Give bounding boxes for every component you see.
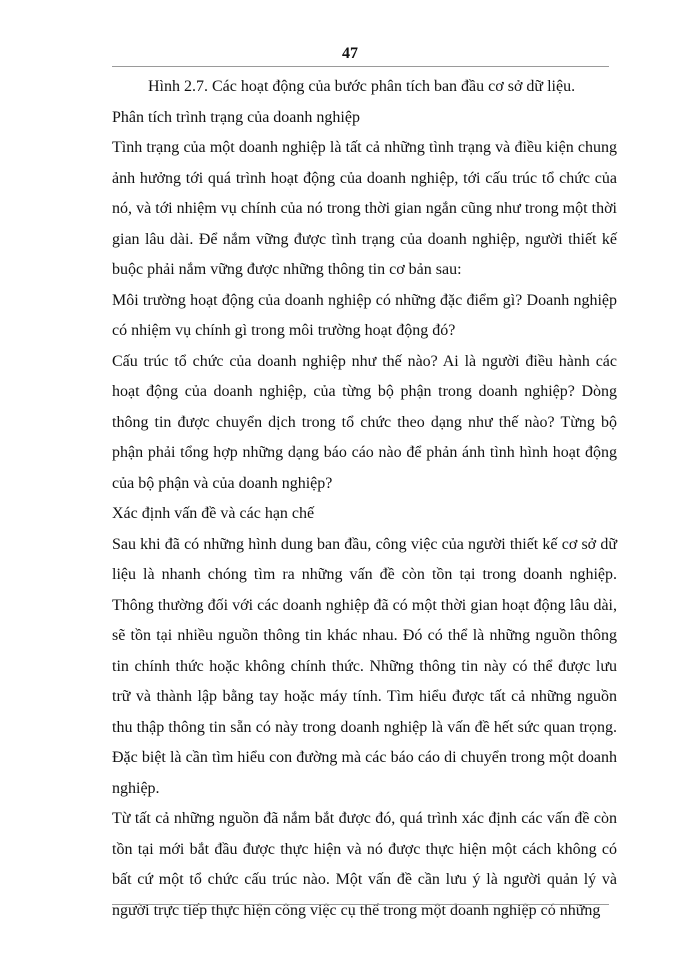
page-body xyxy=(112,72,617,926)
paragraph-business-status-definition: Tình trạng của một doanh nghiệp là tất cả những tình trạng và điều kiện chung ảnh hưởng tới quá trình hoạt động của doanh nghiệp, tới cấu trúc tổ chức của nó, và tới nhiệm vụ chính của nó trong thời gian ngắn cũng như trong một thời gian lâu dài. Để nắm vững được tình trạng của doanh nghiệp, người thiết kế buộc phải nắm vững được những thông tin cơ bản sau: xyxy=(112,139,617,278)
page-number: 47 xyxy=(342,45,358,62)
section-heading-business-status: Phân tích trình trạng của doanh nghiệp xyxy=(112,108,360,126)
footer-rule xyxy=(112,904,609,905)
paragraph-structure-questions: Cấu trúc tổ chức của doanh nghiệp như thế nào? Ai là người điều hành các hoạt động của doanh nghiệp, của từng bộ phận trong doanh nghiệp? Dòng thông tin được chuyển dịch trong tổ chức theo dạng như thế nào? Từng bộ phận phải tổng hợp những dạng báo cáo nào để phản ánh tình hình hoạt động của bộ phận và của doanh nghiệp? xyxy=(112,352,617,492)
figure-caption: Hình 2.7. Các hoạt động của bước phân tích ban đầu cơ sở dữ liệu. xyxy=(148,78,576,95)
section-heading-problems-limits: Xác định vấn đề và các hạn chế xyxy=(112,505,315,522)
header-rule xyxy=(112,66,609,67)
paragraph-information-sources: Sau khi đã có những hình dung ban đầu, công việc của người thiết kế cơ sở dữ liệu là nhanh chóng tìm ra những vấn đề còn tồn tại trong doanh nghiệp. Thông thường đối với các doanh nghiệp đã có một thời gian hoạt động lâu dài, sẽ tồn tại nhiều nguồn thông tin khác nhau. Đó có thể là những nguồn thông tin chính thức hoặc không chính thức. Những thông tin này có thể được lưu trữ và thành lập bằng tay hoặc máy tính. Tìm hiểu được tất cả những nguồn thu thập thông tin sẵn có này trong doanh nghiệp là vấn đề hết sức quan trọng. Đặc biệt là cần tìm hiểu con đường mà các báo cáo di chuyển trong một doanh nghiệp. xyxy=(112,535,617,797)
paragraph-environment-questions: Môi trường hoạt động của doanh nghiệp có những đặc điểm gì? Doanh nghiệp có nhiệm vụ chính gì trong môi trường hoạt động đó? xyxy=(112,291,617,339)
paragraph-problem-identification: Từ tất cả những nguồn đã nắm bắt được đó, quá trình xác định các vấn đề còn tồn tại mới bắt đầu được thực hiện và nó được thực hiện một cách không có bất cứ một tổ chức cấu trúc nào. Một vấn đề cần lưu ý là người quản lý và người trực tiếp thực hiện công việc cụ thể trong một doanh nghiệp có những xyxy=(112,810,617,919)
